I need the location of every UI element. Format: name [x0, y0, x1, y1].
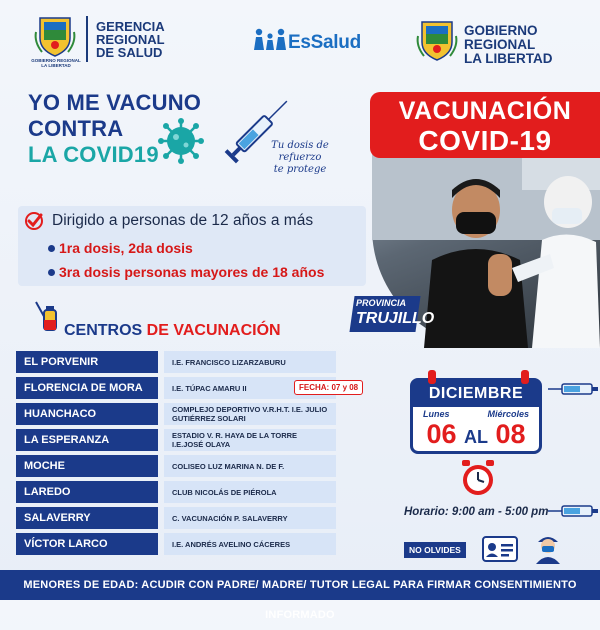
coat-of-arms-icon	[34, 12, 76, 58]
tagline-line: te protege	[273, 164, 327, 175]
left-org-line: DE SALUD	[96, 45, 163, 60]
banner-line: COVID-19	[418, 125, 552, 156]
virus-icon	[158, 118, 204, 164]
footer-notice: MENORES DE EDAD: ACUDIR CON PADRE/ MADRE/ TUTOR LEGAL PARA FIRMAR CONSENTIMIENTO INFORMADO	[0, 570, 600, 600]
dose-item	[48, 264, 324, 282]
right-org-name	[464, 24, 553, 66]
center-district: EL PORVENIR	[16, 351, 158, 373]
clock-icon	[458, 458, 498, 498]
essalud-logo: EsSalud	[288, 32, 361, 53]
center-place: I.E. FRANCISCO LIZARZABURU	[164, 351, 336, 373]
center-district: HUANCHACO	[16, 403, 158, 425]
vaccination-banner	[370, 92, 600, 158]
center-place: I.E. ANDRÉS AVELINO CÁCERES	[164, 533, 336, 555]
center-row	[16, 377, 336, 399]
right-org-line: REGIONAL	[464, 37, 536, 52]
dose-text: 1ra dosis, 2da dosis	[59, 240, 193, 256]
calendar-days	[413, 407, 539, 419]
check-icon	[24, 211, 44, 231]
center-place: ESTADIO V. R. HAYA DE LA TORRE I.E.JOSÉ OLAYA	[164, 429, 336, 451]
calendar-day-label: Miércoles	[487, 409, 529, 419]
centers-title-part: DE VACUNACIÓN	[146, 322, 281, 339]
center-row	[16, 481, 336, 503]
right-org-line: LA LIBERTAD	[464, 51, 553, 66]
center-row	[16, 403, 336, 425]
center-place: COMPLEJO DEPORTIVO V.R.H.T. I.E. JULIO GUTIÉRREZ SOLARI	[164, 403, 336, 425]
coat-of-arms-icon	[416, 16, 458, 62]
date-note: FECHA: 07 y 08	[294, 380, 363, 395]
bullet-icon	[48, 245, 55, 252]
center-row	[16, 507, 336, 529]
calendar-month: DICIEMBRE	[413, 381, 539, 407]
left-org-line: GERENCIA	[96, 19, 165, 34]
calendar-date: 08	[495, 419, 526, 449]
left-org-line: REGIONAL	[96, 32, 165, 47]
center-district: LAREDO	[16, 481, 158, 503]
center-district: MOCHE	[16, 455, 158, 477]
target-audience-text: Dirigido a personas de 12 años a más	[52, 212, 314, 229]
masked-person-icon	[532, 532, 564, 564]
calendar-ring	[521, 370, 529, 384]
center-row	[16, 455, 336, 477]
calendar-dates	[413, 419, 539, 452]
left-org-name	[96, 20, 165, 59]
center-place: C. VACUNACIÓN P. SALAVERRY	[164, 507, 336, 529]
center-row	[16, 429, 336, 451]
headline-line: CONTRA	[28, 116, 124, 141]
id-card-icon	[482, 536, 518, 562]
calendar-day-label: Lunes	[423, 409, 450, 419]
right-org-line: GOBIERNO	[464, 23, 538, 38]
tagline-line: Tu dosis de refuerzo	[271, 140, 329, 163]
schedule-text: Horario: 9:00 am - 5:00 pm	[404, 506, 549, 518]
calendar	[410, 378, 542, 454]
center-row	[16, 351, 336, 373]
family-icon	[252, 28, 288, 50]
center-place: COLISEO LUZ MARINA N. DE F.	[164, 455, 336, 477]
center-district: SALAVERRY	[16, 507, 158, 529]
center-district: LA ESPERANZA	[16, 429, 158, 451]
syringe-icon	[548, 380, 600, 398]
centers-title-part: CENTROS	[64, 322, 147, 339]
syringe-icon	[548, 502, 600, 520]
location-name: TRUJILLO	[356, 310, 435, 327]
headline-line: YO ME VACUNO	[28, 90, 202, 115]
calendar-date: 06	[426, 419, 457, 449]
center-district: VÍCTOR LARCO	[16, 533, 158, 555]
calendar-connector: AL	[464, 427, 488, 447]
dose-item	[48, 240, 193, 258]
calendar-ring	[428, 370, 436, 384]
center-place: CLUB NICOLÁS DE PIÉROLA	[164, 481, 336, 503]
headline-line: LA COVID19	[28, 142, 159, 167]
bullet-icon	[48, 269, 55, 276]
header	[0, 0, 600, 78]
center-row	[16, 533, 336, 555]
header-divider	[86, 16, 88, 62]
left-seal-caption: GOBIERNO REGIONAL LA LIBERTAD	[31, 58, 81, 68]
dose-text: 3ra dosis personas mayores de 18 años	[59, 264, 325, 280]
center-district: FLORENCIA DE MORA	[16, 377, 158, 399]
banner-line: VACUNACIÓN	[398, 97, 572, 125]
vial-icon	[32, 298, 60, 334]
center-place: I.E. TÚPAC AMARU II	[164, 377, 336, 399]
location-label: PROVINCIA	[356, 298, 407, 308]
centers-title	[64, 322, 281, 340]
reminder-badge: NO OLVIDES	[404, 542, 466, 558]
tagline	[250, 140, 350, 176]
